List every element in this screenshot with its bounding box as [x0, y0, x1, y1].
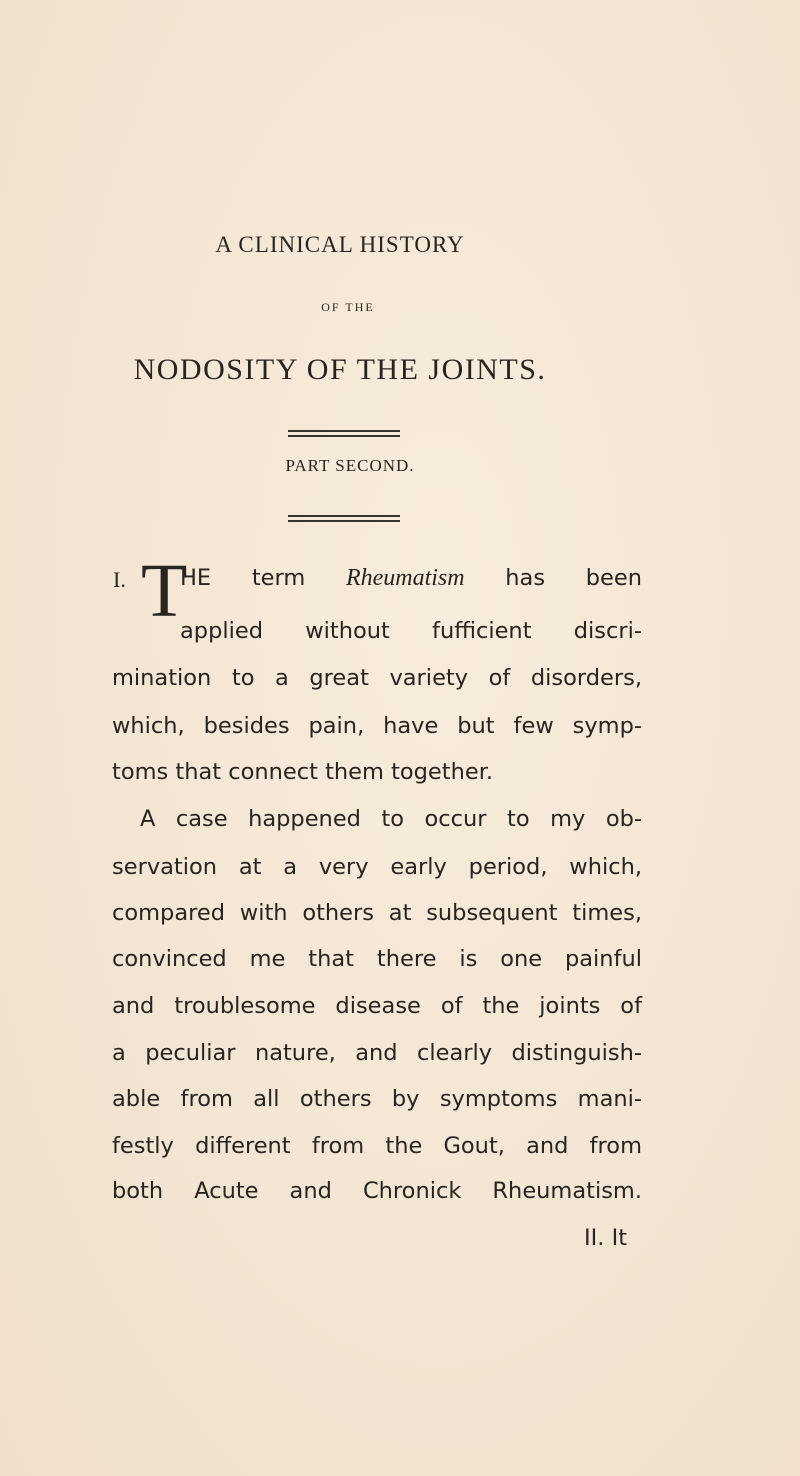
drop-cap: T [141, 549, 188, 633]
text-line: compared with others at subsequent times, [112, 900, 642, 926]
part-heading: PART SECOND. [285, 456, 415, 475]
text-line: and troublesome disease of the joints of [112, 993, 642, 1019]
text-line: both Acute and Chronick Rheumatism. [112, 1178, 642, 1204]
text-line: A case happened to occur to my ob- [140, 806, 642, 832]
heading-line-2: OF THE [321, 300, 375, 314]
section-number: I. [113, 567, 126, 592]
double-rule-top [288, 430, 400, 439]
text-line: a peculiar nature, and clearly distinguish- [112, 1040, 642, 1066]
catchword: II. It [584, 1225, 628, 1251]
text-line: servation at a very early period, which, [112, 854, 642, 880]
text-line: toms that connect them together. [112, 759, 494, 785]
text-line: festly different from the Gout, and from [112, 1133, 642, 1159]
text-line: which, besides pain, have but few symp- [112, 713, 642, 739]
double-rule-bottom [288, 515, 400, 524]
text-line: able from all others by symptoms mani- [112, 1086, 642, 1112]
heading-line-1: A CLINICAL HISTORY [215, 232, 465, 257]
text-line: applied without fufficient discri- [180, 618, 642, 644]
text-line: HE term Rheumatism has been [180, 565, 642, 591]
heading-line-3: NODOSITY OF THE JOINTS. [133, 353, 547, 386]
italic-term: Rheumatism [345, 565, 465, 591]
text-line: mination to a great variety of disorders, [112, 665, 642, 691]
text-line: convinced me that there is one painful [112, 946, 642, 972]
